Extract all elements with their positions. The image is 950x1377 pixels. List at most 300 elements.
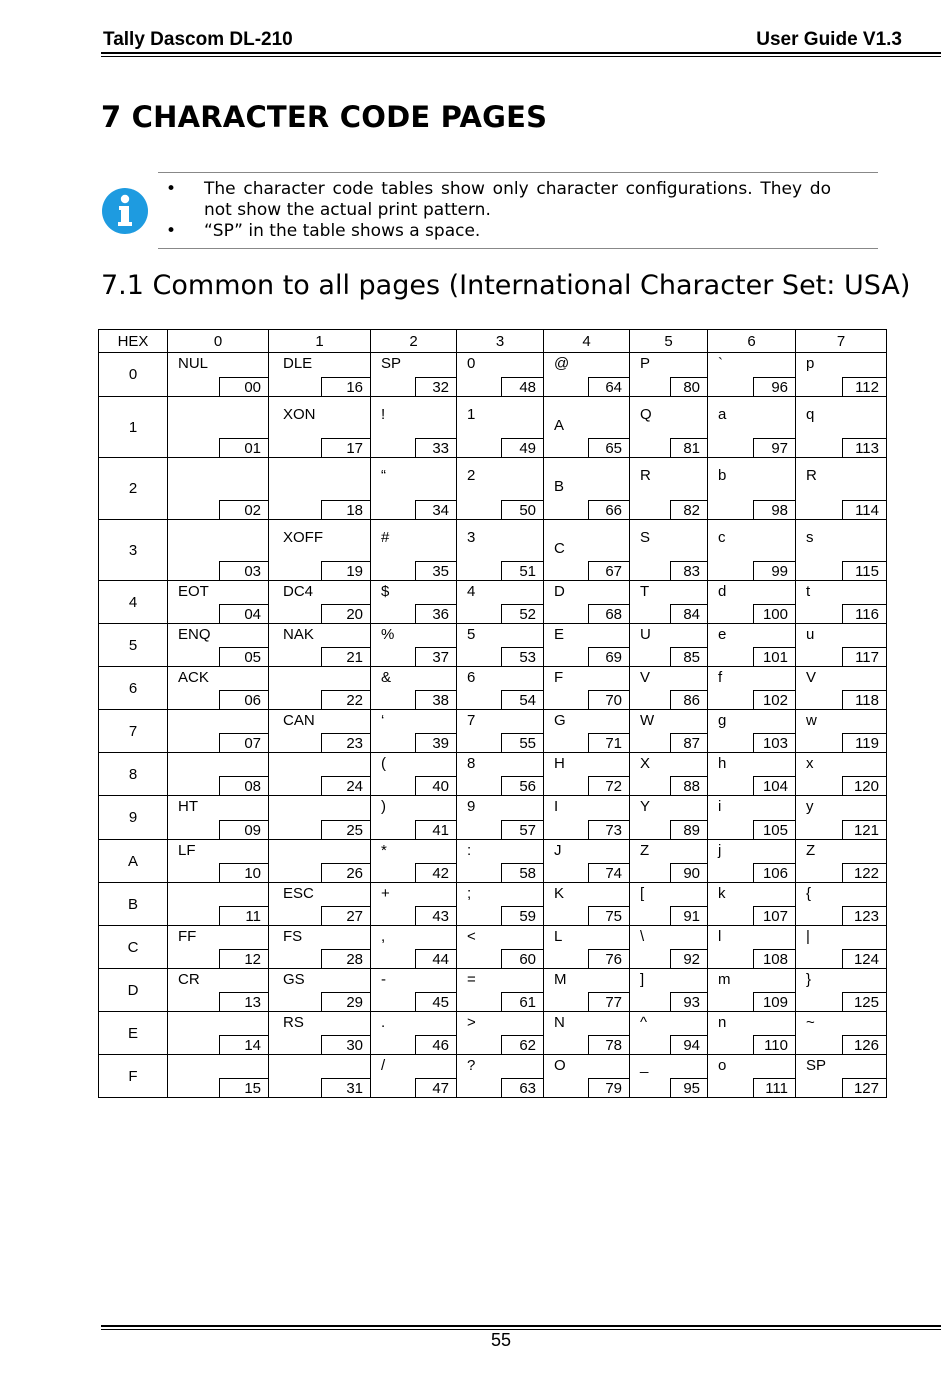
code-cell: [457, 458, 544, 520]
decimal-code: 85: [670, 647, 709, 667]
decimal-code: 34: [415, 500, 458, 520]
character-glyph: 6: [467, 669, 476, 686]
decimal-code: 100: [753, 604, 797, 624]
row-hex-header: B: [99, 883, 168, 926]
col-header: 1: [269, 330, 371, 353]
character-glyph: ;: [467, 885, 472, 902]
code-cell: [168, 796, 269, 840]
character-glyph: N: [554, 1014, 565, 1031]
code-cell: [168, 624, 269, 667]
decimal-code: 71: [588, 733, 631, 753]
code-cell: [796, 1012, 887, 1055]
code-cell: [796, 520, 887, 581]
code-cell: [269, 840, 371, 883]
character-glyph: RS: [283, 1014, 304, 1031]
decimal-code: 76: [588, 949, 631, 969]
code-cell: [168, 520, 269, 581]
code-cell: [796, 710, 887, 753]
character-glyph: 3: [467, 529, 476, 546]
code-cell: [457, 1055, 544, 1098]
code-cell: [371, 796, 457, 840]
decimal-code: 25: [321, 820, 372, 840]
decimal-code: 62: [501, 1035, 544, 1055]
col-header: 6: [708, 330, 796, 353]
decimal-code: 38: [415, 690, 458, 710]
code-cell: [544, 796, 630, 840]
info-icon: [101, 187, 149, 235]
character-glyph: b: [718, 467, 727, 484]
decimal-code: 125: [842, 992, 887, 1012]
character-glyph: \: [640, 928, 645, 945]
code-cell: [457, 667, 544, 710]
code-cell: [708, 397, 796, 458]
code-cell: [630, 1012, 708, 1055]
code-cell: [371, 1055, 457, 1098]
code-cell: [457, 1012, 544, 1055]
character-glyph: %: [381, 626, 395, 643]
row-hex-header: 6: [99, 667, 168, 710]
decimal-code: 127: [842, 1078, 887, 1098]
character-glyph: 9: [467, 798, 476, 815]
col-header: 0: [168, 330, 269, 353]
character-glyph: DC4: [283, 583, 314, 600]
decimal-code: 94: [670, 1035, 709, 1055]
decimal-code: 20: [321, 604, 372, 624]
decimal-code: 11: [219, 906, 269, 926]
row-hex-header: C: [99, 926, 168, 969]
code-cell: [544, 1012, 630, 1055]
decimal-code: 42: [415, 863, 458, 883]
character-glyph: >: [467, 1014, 476, 1031]
character-glyph: h: [718, 755, 727, 772]
code-cell: [371, 710, 457, 753]
code-cell: [630, 1055, 708, 1098]
row-hex-header: F: [99, 1055, 168, 1098]
table-row: [99, 458, 887, 520]
code-cell: [630, 458, 708, 520]
decimal-code: 06: [219, 690, 269, 710]
character-glyph: m: [718, 971, 731, 988]
decimal-code: 101: [753, 647, 797, 667]
character-glyph: u: [806, 626, 815, 643]
character-glyph: H: [554, 755, 565, 772]
code-cell: [269, 710, 371, 753]
code-cell: [708, 883, 796, 926]
code-cell: [269, 1055, 371, 1098]
chapter-title: 7 CHARACTER CODE PAGES: [101, 100, 548, 134]
code-cell: [269, 926, 371, 969]
character-glyph: A: [554, 417, 565, 434]
footer-rule-top: [101, 1325, 941, 1327]
character-glyph: Z: [640, 842, 650, 859]
character-glyph: d: [718, 583, 727, 600]
character-glyph: s: [806, 529, 814, 546]
decimal-code: 46: [415, 1035, 458, 1055]
decimal-code: 95: [670, 1078, 709, 1098]
character-glyph: i: [718, 798, 722, 815]
code-cell: [544, 969, 630, 1012]
code-cell: [168, 1012, 269, 1055]
character-glyph: LF: [178, 842, 196, 859]
decimal-code: 123: [842, 906, 887, 926]
code-cell: [708, 796, 796, 840]
decimal-code: 37: [415, 647, 458, 667]
code-cell: [544, 667, 630, 710]
code-cell: [544, 710, 630, 753]
code-cell: [168, 926, 269, 969]
character-glyph: f: [718, 669, 723, 686]
code-cell: [630, 969, 708, 1012]
code-cell: [796, 581, 887, 624]
character-glyph: ACK: [178, 669, 209, 686]
character-glyph: ~: [806, 1014, 815, 1031]
row-hex-header: A: [99, 840, 168, 883]
code-cell: [708, 667, 796, 710]
code-cell: [796, 883, 887, 926]
code-cell: [168, 969, 269, 1012]
character-glyph: -: [381, 971, 386, 988]
decimal-code: 105: [753, 820, 797, 840]
character-glyph: ): [381, 798, 386, 815]
code-cell: [457, 581, 544, 624]
decimal-code: 70: [588, 690, 631, 710]
decimal-code: 80: [670, 377, 709, 397]
code-cell: [457, 753, 544, 796]
note-item: • “SP” in the table shows a space.: [166, 221, 831, 242]
code-cell: [269, 1012, 371, 1055]
decimal-code: 04: [219, 604, 269, 624]
code-cell: [630, 926, 708, 969]
code-cell: [457, 624, 544, 667]
decimal-code: 103: [753, 733, 797, 753]
character-glyph: j: [718, 842, 722, 859]
decimal-code: 29: [321, 992, 372, 1012]
code-cell: [630, 796, 708, 840]
code-cell: [708, 753, 796, 796]
decimal-code: 64: [588, 377, 631, 397]
character-glyph: L: [554, 928, 563, 945]
code-cell: [269, 458, 371, 520]
code-cell: [544, 458, 630, 520]
decimal-code: 33: [415, 438, 458, 458]
code-cell: [269, 883, 371, 926]
code-cell: [371, 753, 457, 796]
character-glyph: V: [806, 669, 817, 686]
decimal-code: 92: [670, 949, 709, 969]
decimal-code: 16: [321, 377, 372, 397]
code-cell: [168, 397, 269, 458]
row-hex-header: 3: [99, 520, 168, 581]
table-row: [99, 624, 887, 667]
character-glyph: ENQ: [178, 626, 211, 643]
decimal-code: 59: [501, 906, 544, 926]
character-glyph: FS: [283, 928, 303, 945]
character-glyph: ?: [467, 1057, 476, 1074]
code-cell: [544, 624, 630, 667]
decimal-code: 124: [842, 949, 887, 969]
code-cell: [630, 581, 708, 624]
decimal-code: 120: [842, 776, 887, 796]
code-cell: [269, 581, 371, 624]
code-cell: [630, 397, 708, 458]
decimal-code: 56: [501, 776, 544, 796]
decimal-code: 07: [219, 733, 269, 753]
code-cell: [708, 1012, 796, 1055]
code-cell: [371, 667, 457, 710]
decimal-code: 88: [670, 776, 709, 796]
character-glyph: *: [381, 842, 387, 859]
code-cell: [544, 840, 630, 883]
code-cell: [371, 353, 457, 397]
decimal-code: 18: [321, 500, 372, 520]
code-cell: [630, 883, 708, 926]
character-glyph: ‘: [381, 712, 385, 729]
decimal-code: 117: [842, 647, 887, 667]
section-title: 7.1 Common to all pages (International Character Set: USA): [101, 270, 911, 301]
code-cell: [457, 969, 544, 1012]
decimal-code: 31: [321, 1078, 372, 1098]
character-glyph: x: [806, 755, 814, 772]
code-cell: [457, 520, 544, 581]
character-code-table: [98, 329, 887, 1098]
character-glyph: EOT: [178, 583, 209, 600]
character-glyph: l: [718, 928, 722, 945]
table-row: [99, 1055, 887, 1098]
note-top-divider: [158, 172, 878, 173]
code-cell: [630, 667, 708, 710]
decimal-code: 60: [501, 949, 544, 969]
table-header-row: [99, 330, 887, 353]
decimal-code: 93: [670, 992, 709, 1012]
decimal-code: 58: [501, 863, 544, 883]
code-cell: [796, 624, 887, 667]
decimal-code: 81: [670, 438, 709, 458]
decimal-code: 73: [588, 820, 631, 840]
character-glyph: K: [554, 885, 565, 902]
col-header: 2: [371, 330, 457, 353]
character-glyph: CR: [178, 971, 200, 988]
character-glyph: <: [467, 928, 476, 945]
character-glyph: P: [640, 355, 651, 372]
code-cell: [708, 840, 796, 883]
character-glyph: Q: [640, 406, 652, 423]
decimal-code: 43: [415, 906, 458, 926]
decimal-code: 00: [219, 377, 269, 397]
decimal-code: 98: [753, 500, 797, 520]
row-hex-header: 9: [99, 796, 168, 840]
code-cell: [708, 710, 796, 753]
character-glyph: (: [381, 755, 386, 772]
table-row: [99, 796, 887, 840]
header-product: Tally Dascom DL-210: [103, 29, 293, 50]
character-glyph: SP: [381, 355, 402, 372]
code-cell: [371, 1012, 457, 1055]
decimal-code: 48: [501, 377, 544, 397]
code-cell: [708, 353, 796, 397]
code-cell: [457, 796, 544, 840]
decimal-code: 26: [321, 863, 372, 883]
decimal-code: 21: [321, 647, 372, 667]
decimal-code: 30: [321, 1035, 372, 1055]
table-row: [99, 667, 887, 710]
character-glyph: +: [381, 885, 390, 902]
hex-corner-header: HEX: [99, 330, 168, 353]
decimal-code: 121: [842, 820, 887, 840]
decimal-code: 32: [415, 377, 458, 397]
code-cell: [457, 397, 544, 458]
table-row: [99, 1012, 887, 1055]
code-cell: [269, 796, 371, 840]
decimal-code: 19: [321, 561, 372, 581]
character-glyph: W: [640, 712, 655, 729]
decimal-code: 96: [753, 377, 797, 397]
decimal-code: 89: [670, 820, 709, 840]
character-glyph: k: [718, 885, 726, 902]
code-cell: [168, 353, 269, 397]
decimal-code: 115: [842, 561, 887, 581]
decimal-code: 113: [842, 438, 887, 458]
decimal-code: 63: [501, 1078, 544, 1098]
code-cell: [796, 926, 887, 969]
header-guide-version: User Guide V1.3: [756, 29, 902, 50]
decimal-code: 118: [842, 690, 887, 710]
character-glyph: Z: [806, 842, 816, 859]
character-glyph: U: [640, 626, 651, 643]
decimal-code: 40: [415, 776, 458, 796]
table-row: [99, 883, 887, 926]
code-cell: [269, 397, 371, 458]
code-cell: [630, 840, 708, 883]
character-glyph: CAN: [283, 712, 315, 729]
character-glyph: 1: [467, 406, 476, 423]
character-glyph: B: [554, 478, 565, 495]
character-glyph: [: [640, 885, 645, 902]
character-glyph: T: [640, 583, 650, 600]
character-glyph: _: [640, 1057, 649, 1074]
table-row: [99, 581, 887, 624]
character-glyph: G: [554, 712, 566, 729]
character-glyph: XON: [283, 406, 316, 423]
code-cell: [371, 883, 457, 926]
decimal-code: 51: [501, 561, 544, 581]
character-glyph: o: [718, 1057, 727, 1074]
code-cell: [544, 353, 630, 397]
col-header: 7: [796, 330, 887, 353]
code-cell: [457, 710, 544, 753]
decimal-code: 13: [219, 992, 269, 1012]
code-cell: [168, 667, 269, 710]
row-hex-header: 2: [99, 458, 168, 520]
code-cell: [708, 969, 796, 1012]
decimal-code: 23: [321, 733, 372, 753]
character-glyph: 8: [467, 755, 476, 772]
code-cell: [544, 926, 630, 969]
character-glyph: 4: [467, 583, 476, 600]
table-row: [99, 753, 887, 796]
code-cell: [544, 883, 630, 926]
decimal-code: 126: [842, 1035, 887, 1055]
decimal-code: 36: [415, 604, 458, 624]
character-glyph: e: [718, 626, 727, 643]
decimal-code: 108: [753, 949, 797, 969]
character-glyph: {: [806, 885, 812, 902]
decimal-code: 66: [588, 500, 631, 520]
character-glyph: V: [640, 669, 651, 686]
decimal-code: 45: [415, 992, 458, 1012]
character-glyph: E: [554, 626, 565, 643]
decimal-code: 90: [670, 863, 709, 883]
character-glyph: @: [554, 355, 570, 372]
note-item: • The character code tables show only character configurations. They do not show the actual print pattern.: [166, 179, 831, 221]
character-glyph: y: [806, 798, 814, 815]
code-cell: [371, 458, 457, 520]
character-glyph: ,: [381, 928, 386, 945]
code-cell: [796, 458, 887, 520]
character-glyph: ESC: [283, 885, 314, 902]
code-cell: [630, 753, 708, 796]
row-hex-header: E: [99, 1012, 168, 1055]
character-glyph: #: [381, 529, 390, 546]
character-glyph: XOFF: [283, 529, 323, 546]
decimal-code: 35: [415, 561, 458, 581]
character-glyph: GS: [283, 971, 305, 988]
row-hex-header: 0: [99, 353, 168, 397]
code-cell: [544, 397, 630, 458]
code-cell: [796, 397, 887, 458]
code-cell: [168, 710, 269, 753]
code-cell: [544, 581, 630, 624]
code-cell: [168, 753, 269, 796]
decimal-code: 86: [670, 690, 709, 710]
code-cell: [371, 926, 457, 969]
decimal-code: 01: [219, 438, 269, 458]
character-glyph: g: [718, 712, 727, 729]
table-row: [99, 840, 887, 883]
character-glyph: |: [806, 928, 810, 945]
header-rule-top: [101, 52, 941, 54]
character-glyph: a: [718, 406, 727, 423]
decimal-code: 17: [321, 438, 372, 458]
decimal-code: 84: [670, 604, 709, 624]
decimal-code: 54: [501, 690, 544, 710]
notes-list: [166, 179, 831, 242]
decimal-code: 78: [588, 1035, 631, 1055]
decimal-code: 61: [501, 992, 544, 1012]
character-glyph: /: [381, 1057, 386, 1074]
decimal-code: 65: [588, 438, 631, 458]
code-cell: [630, 353, 708, 397]
note-bottom-divider: [158, 248, 878, 249]
decimal-code: 47: [415, 1078, 458, 1098]
table-row: [99, 520, 887, 581]
code-cell: [269, 624, 371, 667]
character-glyph: &: [381, 669, 392, 686]
character-glyph: ]: [640, 971, 645, 988]
character-glyph: }: [806, 971, 812, 988]
header-rule-bottom: [101, 56, 941, 57]
code-cell: [796, 353, 887, 397]
decimal-code: 15: [219, 1078, 269, 1098]
character-glyph: I: [554, 798, 559, 815]
decimal-code: 69: [588, 647, 631, 667]
character-glyph: J: [554, 842, 562, 859]
code-cell: [371, 520, 457, 581]
code-cell: [544, 1055, 630, 1098]
character-glyph: ^: [640, 1014, 648, 1031]
code-cell: [796, 840, 887, 883]
col-header: 5: [630, 330, 708, 353]
code-cell: [269, 667, 371, 710]
